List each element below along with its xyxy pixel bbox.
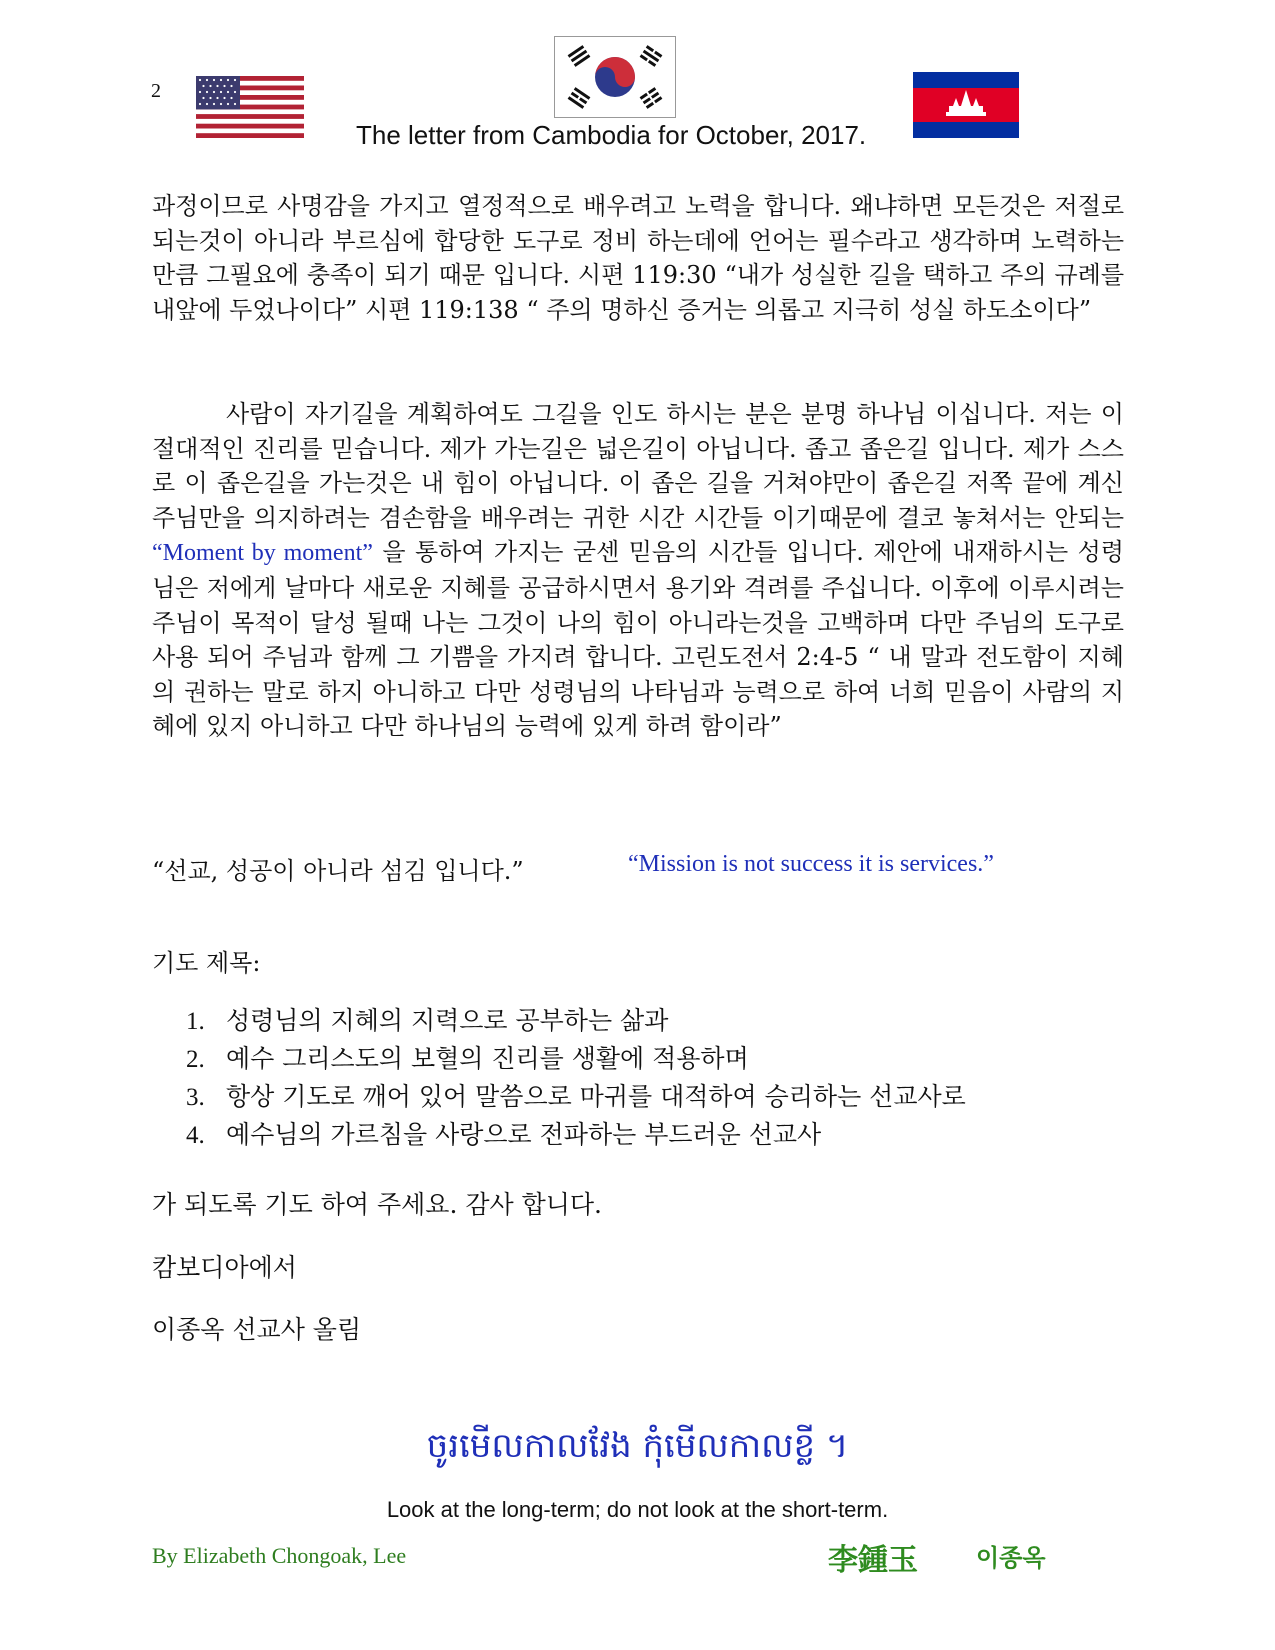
page-number: 2 xyxy=(151,80,161,102)
list-item-number: 1. xyxy=(186,1008,205,1035)
page-title: The letter from Cambodia for October, 2017. xyxy=(356,120,867,150)
proverb-english: Look at the long-term; do not look at the short-term. xyxy=(386,1497,889,1522)
khmer-proverb: ចូរមើលកាលវែង កុំមើលកាលខ្លី ។ xyxy=(426,1426,849,1466)
list-item xyxy=(186,1002,966,1040)
list-item-number: 2. xyxy=(186,1046,205,1073)
signature-name: 이종옥 선교사 올림 xyxy=(152,1315,362,1344)
list-item-number: 3. xyxy=(186,1084,205,1111)
prayer-closing: 가 되도록 기도 하여 주세요. 감사 합니다. xyxy=(152,1190,602,1219)
list-item xyxy=(186,1040,966,1078)
list-item-number: 4. xyxy=(186,1122,205,1149)
list-item xyxy=(186,1078,966,1116)
paragraph-2 xyxy=(152,397,1124,744)
motto-korean: “선교, 성공이 아니라 섬김 입니다.” xyxy=(152,857,524,885)
list-item xyxy=(186,1116,966,1154)
list-item-text: 예수 그리스도의 보혈의 진리를 생활에 적용하며 xyxy=(226,1044,749,1073)
paragraph-2-text-b: 을 통하여 가지는 굳센 믿음의 시간들 입니다. 제안에 내재하시는 성령님은 저에게 날마다 새로운 지혜를 공급하시면서 용기와 격려를 주십니다. 이후에 이루시려는 주님이 목적이 달성 될때 나는 그것이 나의 힘이 아니라는것을 고백하며 다만 주님의 도구로 사용 되어 주님과 함께 그 기쁨을 가지려 합니다. 고린도전서 2:4-5 “ 내 말과 전도함이 지혜의 권하는 말로 하지 아니하고 다만 성령님의 나타님과 능력으로 하여 너희 믿음이 사람의 지혜에 있지 아니하고 다만 하나님의 능력에 있게 하려 함이라” xyxy=(152,538,1124,741)
hanja-name: 李鍾玉 xyxy=(828,1543,918,1578)
usa-flag-icon xyxy=(196,76,304,138)
moment-by-moment-highlight: “Moment by moment” xyxy=(152,540,373,567)
paragraph-2-text-a: 사람이 자기길을 계획하여도 그길을 인도 하시는 분은 분명 하나님 이십니다. 저는 이 절대적인 진리를 믿습니다. 제가 가는길은 넓은길이 아닙니다. 좁고 좁은길 입니다. 제가 스스로 이 좁은길을 가는것은 내 힘이 아닙니다. 이 좁은 길을 거쳐야만이 좁은길 저쪽 끝에 계신 주님만을 의지하려는 겸손함을 배우려는 귀한 시간 시간들 이기때문에 결코 놓쳐서는 안되는 xyxy=(152,400,1124,532)
paragraph-1: 과정이므로 사명감을 가지고 열정적으로 배우려고 노력을 합니다. 왜냐하면 모든것은 저절로 되는것이 아니라 부르심에 합당한 도구로 정비 하는데에 언어는 필수라고 생각하며 노력하는 만큼 그필요에 충족이 되기 때문 입니다. 시편 119:30 “내가 성실한 길을 택하고 주의 규례를 내앞에 두었나이다” 시편 119:138 “ 주의 명하신 증거는 의롭고 지극히 성실 하도소이다” xyxy=(152,192,1124,324)
list-item-text: 성령님의 지혜의 지력으로 공부하는 삶과 xyxy=(226,1006,669,1035)
korea-flag-icon xyxy=(554,36,676,118)
signature-place: 캄보디아에서 xyxy=(152,1253,297,1282)
list-item-text: 항상 기도로 깨어 있어 말씀으로 마귀를 대적하여 승리하는 선교사로 xyxy=(226,1082,966,1111)
author-byline: By Elizabeth Chongoak, Lee xyxy=(152,1543,407,1568)
prayer-list xyxy=(186,1002,966,1154)
list-item-text: 예수님의 가르침을 사랑으로 전파하는 부드러운 선교사 xyxy=(226,1120,822,1149)
motto-english: “Mission is not success it is services.” xyxy=(628,851,994,877)
prayer-title: 기도 제목: xyxy=(152,949,261,977)
korean-name: 이종옥 xyxy=(976,1544,1046,1572)
cambodia-flag-icon xyxy=(913,72,1019,138)
